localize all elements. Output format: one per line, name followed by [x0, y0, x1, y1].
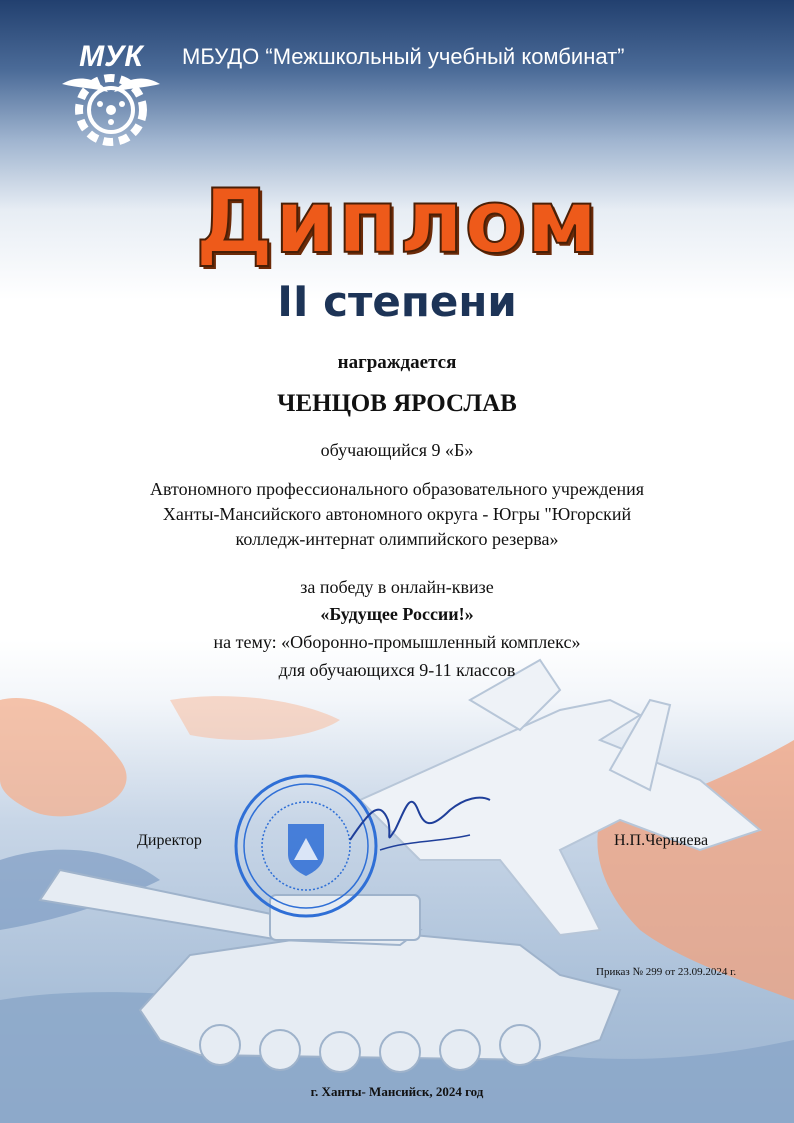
organization-name: МБУДО “Межшкольный учебный комбинат”	[182, 44, 625, 69]
diploma-degree: II степени	[277, 277, 517, 326]
awarded-label: награждается	[337, 352, 457, 373]
recipient-name: ЧЕНЦОВ ЯРОСЛАВ	[277, 390, 517, 417]
molecule-icon	[97, 101, 125, 125]
orange-splash-left	[0, 698, 127, 816]
diploma-title: Диплом	[195, 170, 599, 273]
director-signature	[340, 780, 500, 860]
quiz-topic: на тему: «Оборонно-промышленный комплекс»	[213, 632, 581, 652]
institution-line: Автономного профессионального образовательного учреждения	[149, 479, 645, 499]
logo-text: МУК	[79, 40, 143, 73]
footer-location-year: г. Ханты- Мансийск, 2024 год	[310, 1084, 484, 1099]
quiz-intro: за победу в онлайн-квизе	[300, 577, 494, 597]
quiz-title: «Будущее России!»	[320, 604, 474, 624]
director-label: Директор	[137, 832, 202, 849]
institution-line: Ханты-Мансийского автономного округа - Югры "Югорский	[162, 504, 632, 524]
institution-line: колледж-интернат олимпийского резерва»	[235, 529, 559, 549]
quiz-audience: для обучающихся 9-11 классов	[278, 660, 516, 680]
student-line: обучающийся 9 «Б»	[320, 440, 474, 460]
orange-splash-mid	[170, 696, 340, 740]
muk-logo	[58, 40, 164, 152]
coat-of-arms-icon	[288, 824, 324, 876]
institution-block	[0, 477, 794, 552]
director-name: Н.П.Черняева	[614, 832, 709, 849]
order-reference: Приказ № 299 от 23.09.2024 г.	[596, 966, 737, 978]
